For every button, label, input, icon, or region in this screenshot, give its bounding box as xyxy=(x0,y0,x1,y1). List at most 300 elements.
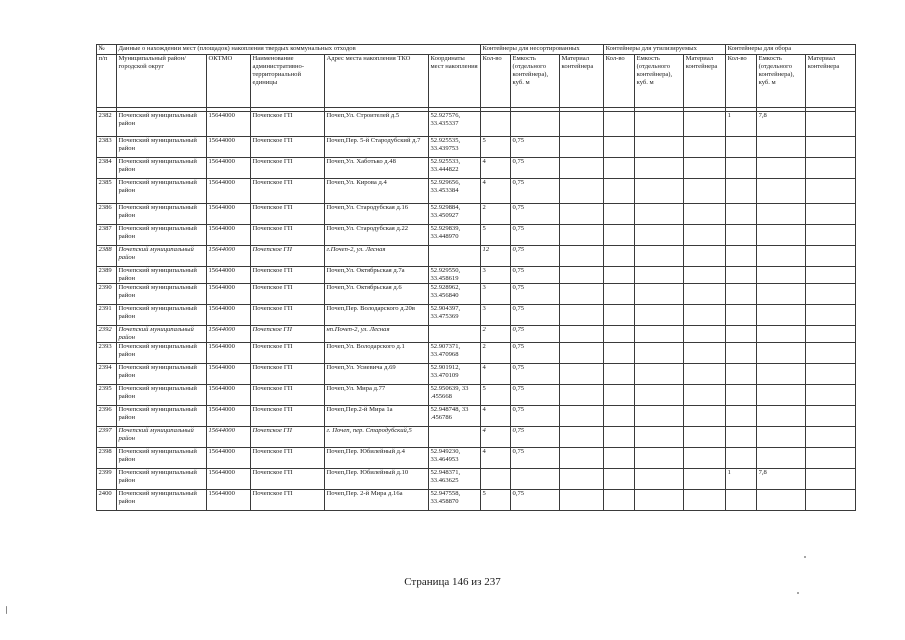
recycle-qty-cell xyxy=(604,112,635,137)
col-unit-header: Наименование административно-территориальной единицы xyxy=(251,55,325,108)
coords-cell: 52.907371, 33.470968 xyxy=(429,343,481,364)
recycle-cap-cell xyxy=(635,246,684,267)
address-cell: Почеп,Пер. Юбилейный д.10 xyxy=(325,469,429,490)
recycle-qty-cell xyxy=(604,158,635,179)
recycle-cap-cell xyxy=(635,490,684,511)
unsorted-cap-cell: 0,75 xyxy=(511,385,560,406)
recycle-qty-cell xyxy=(604,448,635,469)
col-collect-mat-header: Материал контейнера xyxy=(806,55,856,108)
col-recycle-cap-header: Емкость (отдельного контейнера), куб. м xyxy=(635,55,684,108)
group-unsorted-header: Контейнеры для несортированных xyxy=(481,45,604,55)
recycle-cap-cell xyxy=(635,112,684,137)
row-number: 2382 xyxy=(97,112,117,137)
collect-mat-cell xyxy=(806,343,856,364)
collect-qty-cell xyxy=(726,179,757,204)
district-cell: Почепский муниципальный район xyxy=(117,343,207,364)
recycle-mat-cell xyxy=(684,343,726,364)
unsorted-qty-cell: 4 xyxy=(481,158,511,179)
table-row xyxy=(97,448,856,469)
collect-cap-cell xyxy=(757,158,806,179)
address-cell: Почеп,Пер. Володарского д.20в xyxy=(325,305,429,326)
col-unsorted-qty-header: Кол-во xyxy=(481,55,511,108)
collect-cap-cell xyxy=(757,364,806,385)
oktmo-cell: 15644000 xyxy=(207,427,251,448)
district-cell: Почепский муниципальный район xyxy=(117,490,207,511)
unsorted-mat-cell xyxy=(560,112,604,137)
district-cell: Почепский муниципальный район xyxy=(117,267,207,284)
collect-cap-cell xyxy=(757,343,806,364)
unit-cell: Почепское ГП xyxy=(251,343,325,364)
collect-mat-cell xyxy=(806,137,856,158)
recycle-cap-cell xyxy=(635,448,684,469)
table-row xyxy=(97,326,856,343)
coords-cell: 52.925533, 33.444822 xyxy=(429,158,481,179)
oktmo-cell: 15644000 xyxy=(207,326,251,343)
collect-cap-cell xyxy=(757,179,806,204)
collect-qty-cell xyxy=(726,385,757,406)
unsorted-mat-cell xyxy=(560,406,604,427)
coords-cell: 52.925535, 33.439753 xyxy=(429,137,481,158)
recycle-qty-cell xyxy=(604,326,635,343)
unsorted-qty-cell: 4 xyxy=(481,427,511,448)
row-number: 2394 xyxy=(97,364,117,385)
coords-cell xyxy=(429,326,481,343)
page-counter: Страница 146 из 237 xyxy=(404,576,501,588)
table-row xyxy=(97,284,856,305)
collect-cap-cell: 7,8 xyxy=(757,112,806,137)
unit-cell: Почепское ГП xyxy=(251,427,325,448)
row-number: 2395 xyxy=(97,385,117,406)
address-cell: Почеп,Ул. Хаботько д.48 xyxy=(325,158,429,179)
unsorted-qty-cell: 4 xyxy=(481,364,511,385)
header-columns-row xyxy=(97,55,856,108)
district-cell: Почепский муниципальный район xyxy=(117,112,207,137)
oktmo-cell: 15644000 xyxy=(207,137,251,158)
row-number: 2383 xyxy=(97,137,117,158)
address-cell: Почеп,Пер. 5-й Стародубский д.7 xyxy=(325,137,429,158)
recycle-mat-cell xyxy=(684,246,726,267)
address-cell: г. Почеп, пер. Стародубский,5 xyxy=(325,427,429,448)
row-number: 2397 xyxy=(97,427,117,448)
collect-mat-cell xyxy=(806,385,856,406)
collect-mat-cell xyxy=(806,284,856,305)
row-number: 2392 xyxy=(97,326,117,343)
district-cell: Почепский муниципальный район xyxy=(117,284,207,305)
row-number: 2387 xyxy=(97,225,117,246)
address-cell: Почеп,Ул. Кирова д.4 xyxy=(325,179,429,204)
table-row xyxy=(97,225,856,246)
row-number: 2391 xyxy=(97,305,117,326)
recycle-cap-cell xyxy=(635,204,684,225)
unsorted-qty-cell xyxy=(481,112,511,137)
recycle-mat-cell xyxy=(684,137,726,158)
collect-qty-cell xyxy=(726,137,757,158)
collect-qty-cell xyxy=(726,343,757,364)
table-row xyxy=(97,385,856,406)
register-sheet xyxy=(96,44,856,511)
collect-mat-cell xyxy=(806,490,856,511)
collect-qty-cell xyxy=(726,427,757,448)
collect-mat-cell xyxy=(806,158,856,179)
unsorted-mat-cell xyxy=(560,490,604,511)
waste-sites-table xyxy=(96,44,856,511)
recycle-mat-cell xyxy=(684,267,726,284)
district-cell: Почепский муниципальный район xyxy=(117,385,207,406)
district-cell: Почепский муниципальный район xyxy=(117,179,207,204)
unsorted-qty-cell: 5 xyxy=(481,490,511,511)
table-row xyxy=(97,179,856,204)
recycle-cap-cell xyxy=(635,284,684,305)
unsorted-qty-cell: 2 xyxy=(481,343,511,364)
unsorted-qty-cell: 5 xyxy=(481,225,511,246)
unsorted-qty-cell xyxy=(481,469,511,490)
recycle-mat-cell xyxy=(684,448,726,469)
collect-mat-cell xyxy=(806,267,856,284)
district-cell: Почепский муниципальный район xyxy=(117,406,207,427)
recycle-cap-cell xyxy=(635,267,684,284)
unit-cell: Почепское ГП xyxy=(251,204,325,225)
collect-mat-cell xyxy=(806,326,856,343)
unsorted-cap-cell: 0,75 xyxy=(511,364,560,385)
recycle-cap-cell xyxy=(635,427,684,448)
coords-cell xyxy=(429,246,481,267)
row-number: 2388 xyxy=(97,246,117,267)
recycle-mat-cell xyxy=(684,364,726,385)
collect-qty-cell xyxy=(726,406,757,427)
table-row xyxy=(97,469,856,490)
recycle-mat-cell xyxy=(684,469,726,490)
unsorted-mat-cell xyxy=(560,284,604,305)
oktmo-cell: 15644000 xyxy=(207,225,251,246)
table-row xyxy=(97,490,856,511)
unsorted-cap-cell: 0,75 xyxy=(511,179,560,204)
collect-qty-cell xyxy=(726,204,757,225)
coords-cell: 52.948748, 33 .456786 xyxy=(429,406,481,427)
coords-cell: 52.927576, 33.435337 xyxy=(429,112,481,137)
recycle-qty-cell xyxy=(604,284,635,305)
row-number: 2398 xyxy=(97,448,117,469)
recycle-mat-cell xyxy=(684,112,726,137)
address-cell: Почеп,Ул. Володарского д.1 xyxy=(325,343,429,364)
address-cell: Почеп,Ул. Октябрьская д.7а xyxy=(325,267,429,284)
col-unsorted-cap-header: Емкость (отдельного контейнера), куб. м xyxy=(511,55,560,108)
collect-qty-cell xyxy=(726,225,757,246)
row-number: 2385 xyxy=(97,179,117,204)
collect-cap-cell xyxy=(757,406,806,427)
row-number: 2386 xyxy=(97,204,117,225)
col-coords-header: Координаты мест накопления xyxy=(429,55,481,108)
table-row xyxy=(97,406,856,427)
unsorted-cap-cell: 0,75 xyxy=(511,448,560,469)
coords-cell: 52.929884, 33.450927 xyxy=(429,204,481,225)
collect-cap-cell: 7,8 xyxy=(757,469,806,490)
col-address-header: Адрес места накопления ТКО xyxy=(325,55,429,108)
col-unsorted-mat-header: Материал контейнера xyxy=(560,55,604,108)
oktmo-cell: 15644000 xyxy=(207,469,251,490)
collect-qty-cell: 1 xyxy=(726,469,757,490)
district-cell: Почепский муниципальный район xyxy=(117,246,207,267)
unsorted-mat-cell xyxy=(560,364,604,385)
recycle-qty-cell xyxy=(604,204,635,225)
oktmo-cell: 15644000 xyxy=(207,246,251,267)
col-district-header: Муниципальный район/городской округ xyxy=(117,55,207,108)
collect-cap-cell xyxy=(757,490,806,511)
collect-cap-cell xyxy=(757,137,806,158)
collect-cap-cell xyxy=(757,246,806,267)
recycle-cap-cell xyxy=(635,343,684,364)
address-cell: Почеп,Ул. Стародубская д.16 xyxy=(325,204,429,225)
recycle-qty-cell xyxy=(604,179,635,204)
collect-cap-cell xyxy=(757,385,806,406)
address-cell: Почеп,Ул. Усиевича д.69 xyxy=(325,364,429,385)
address-cell: г.Почеп-2, ул. Лесная xyxy=(325,246,429,267)
recycle-cap-cell xyxy=(635,364,684,385)
row-number: 2384 xyxy=(97,158,117,179)
coords-cell xyxy=(429,427,481,448)
collect-qty-cell xyxy=(726,305,757,326)
unit-cell: Почепское ГП xyxy=(251,267,325,284)
district-cell: Почепский муниципальный район xyxy=(117,137,207,158)
collect-mat-cell xyxy=(806,204,856,225)
district-cell: Почепский муниципальный район xyxy=(117,305,207,326)
collect-mat-cell xyxy=(806,246,856,267)
collect-qty-cell xyxy=(726,284,757,305)
row-number: 2399 xyxy=(97,469,117,490)
unsorted-qty-cell: 3 xyxy=(481,305,511,326)
coords-cell: 52.949230, 33.464953 xyxy=(429,448,481,469)
unsorted-cap-cell: 0,75 xyxy=(511,406,560,427)
recycle-mat-cell xyxy=(684,225,726,246)
collect-qty-cell xyxy=(726,158,757,179)
recycle-cap-cell xyxy=(635,158,684,179)
collect-qty-cell: 1 xyxy=(726,112,757,137)
unsorted-cap-cell: 0,75 xyxy=(511,343,560,364)
unsorted-qty-cell: 3 xyxy=(481,284,511,305)
table-row xyxy=(97,427,856,448)
recycle-mat-cell xyxy=(684,284,726,305)
unsorted-mat-cell xyxy=(560,246,604,267)
recycle-mat-cell xyxy=(684,406,726,427)
unit-cell: Почепское ГП xyxy=(251,225,325,246)
unsorted-mat-cell xyxy=(560,385,604,406)
recycle-qty-cell xyxy=(604,343,635,364)
recycle-qty-cell xyxy=(604,427,635,448)
oktmo-cell: 15644000 xyxy=(207,284,251,305)
recycle-cap-cell xyxy=(635,469,684,490)
recycle-qty-cell xyxy=(604,137,635,158)
address-cell: Почеп,Ул. Октябрьская д.6 xyxy=(325,284,429,305)
oktmo-cell: 15644000 xyxy=(207,490,251,511)
recycle-qty-cell xyxy=(604,385,635,406)
unit-cell: Почепское ГП xyxy=(251,305,325,326)
district-cell: Почепский муниципальный район xyxy=(117,427,207,448)
unit-cell: Почепское ГП xyxy=(251,179,325,204)
coords-cell: 52.904397, 33.475369 xyxy=(429,305,481,326)
collect-qty-cell xyxy=(726,326,757,343)
scan-speck xyxy=(797,592,799,594)
row-number: 2400 xyxy=(97,490,117,511)
recycle-qty-cell xyxy=(604,469,635,490)
group-collect-header: Контейнеры для обора xyxy=(726,45,856,55)
collect-qty-cell xyxy=(726,364,757,385)
row-number: 2396 xyxy=(97,406,117,427)
table-row xyxy=(97,267,856,284)
collect-mat-cell xyxy=(806,305,856,326)
district-cell: Почепский муниципальный район xyxy=(117,326,207,343)
coords-cell: 52.950639, 33 .455668 xyxy=(429,385,481,406)
unsorted-qty-cell: 12 xyxy=(481,246,511,267)
unsorted-qty-cell: 4 xyxy=(481,448,511,469)
collect-cap-cell xyxy=(757,305,806,326)
col-recycle-mat-header: Материал контейнера xyxy=(684,55,726,108)
recycle-mat-cell xyxy=(684,490,726,511)
recycle-qty-cell xyxy=(604,246,635,267)
table-row xyxy=(97,204,856,225)
scan-speck xyxy=(6,606,7,614)
coords-cell: 52.947558, 33.458870 xyxy=(429,490,481,511)
group-location-header: Данные о нахождении мест (площадок) накопления твердых коммунальных отходов xyxy=(117,45,481,55)
unsorted-qty-cell: 3 xyxy=(481,267,511,284)
collect-mat-cell xyxy=(806,469,856,490)
oktmo-cell: 15644000 xyxy=(207,158,251,179)
oktmo-cell: 15644000 xyxy=(207,112,251,137)
address-cell: Почеп,Пер. 2-й Мира д.16а xyxy=(325,490,429,511)
oktmo-cell: 15644000 xyxy=(207,448,251,469)
unsorted-qty-cell: 5 xyxy=(481,137,511,158)
address-cell: Почеп,Ул. Строителей д.5 xyxy=(325,112,429,137)
collect-cap-cell xyxy=(757,326,806,343)
unit-cell: Почепское ГП xyxy=(251,469,325,490)
coords-cell: 52.901912, 33.470109 xyxy=(429,364,481,385)
unsorted-mat-cell xyxy=(560,427,604,448)
group-recycle-header: Контейнеры для утилизируемых xyxy=(604,45,726,55)
unsorted-cap-cell: 0,75 xyxy=(511,284,560,305)
coords-cell: 52.928962, 33.456840 xyxy=(429,284,481,305)
coords-cell: 52.929839, 33.448970 xyxy=(429,225,481,246)
col-oktmo-header: ОКТМО xyxy=(207,55,251,108)
oktmo-cell: 15644000 xyxy=(207,179,251,204)
oktmo-cell: 15644000 xyxy=(207,343,251,364)
unsorted-mat-cell xyxy=(560,158,604,179)
row-number: 2389 xyxy=(97,267,117,284)
recycle-mat-cell xyxy=(684,385,726,406)
unsorted-mat-cell xyxy=(560,267,604,284)
unsorted-cap-cell: 0,75 xyxy=(511,326,560,343)
district-cell: Почепский муниципальный район xyxy=(117,469,207,490)
address-cell: Почеп,Ул. Стародубская д.22 xyxy=(325,225,429,246)
unsorted-qty-cell: 4 xyxy=(481,179,511,204)
unsorted-mat-cell xyxy=(560,204,604,225)
col-num-sub-header: п/п xyxy=(97,55,117,108)
unsorted-mat-cell xyxy=(560,448,604,469)
unsorted-qty-cell: 2 xyxy=(481,204,511,225)
unsorted-cap-cell: 0,75 xyxy=(511,246,560,267)
recycle-qty-cell xyxy=(604,364,635,385)
recycle-mat-cell xyxy=(684,204,726,225)
unsorted-mat-cell xyxy=(560,179,604,204)
row-number: 2393 xyxy=(97,343,117,364)
recycle-cap-cell xyxy=(635,406,684,427)
col-recycle-qty-header: Кол-во xyxy=(604,55,635,108)
recycle-cap-cell xyxy=(635,385,684,406)
oktmo-cell: 15644000 xyxy=(207,364,251,385)
table-row xyxy=(97,305,856,326)
collect-mat-cell xyxy=(806,112,856,137)
table-row xyxy=(97,364,856,385)
unit-cell: Почепское ГП xyxy=(251,364,325,385)
address-cell: нп.Почеп-2, ул. Лесная xyxy=(325,326,429,343)
unit-cell: Почепское ГП xyxy=(251,448,325,469)
collect-cap-cell xyxy=(757,225,806,246)
collect-mat-cell xyxy=(806,406,856,427)
unsorted-mat-cell xyxy=(560,305,604,326)
recycle-qty-cell xyxy=(604,305,635,326)
recycle-cap-cell xyxy=(635,225,684,246)
unsorted-cap-cell: 0,75 xyxy=(511,267,560,284)
collect-qty-cell xyxy=(726,490,757,511)
unsorted-mat-cell xyxy=(560,225,604,246)
unsorted-mat-cell xyxy=(560,469,604,490)
unsorted-mat-cell xyxy=(560,343,604,364)
oktmo-cell: 15644000 xyxy=(207,267,251,284)
recycle-cap-cell xyxy=(635,305,684,326)
recycle-cap-cell xyxy=(635,326,684,343)
unit-cell: Почепское ГП xyxy=(251,284,325,305)
recycle-mat-cell xyxy=(684,427,726,448)
coords-cell: 52.929550, 33.458619 xyxy=(429,267,481,284)
recycle-cap-cell xyxy=(635,137,684,158)
unsorted-qty-cell: 2 xyxy=(481,326,511,343)
unit-cell: Почепское ГП xyxy=(251,112,325,137)
recycle-mat-cell xyxy=(684,305,726,326)
collect-qty-cell xyxy=(726,267,757,284)
coords-cell: 52.929656, 33.453384 xyxy=(429,179,481,204)
col-collect-qty-header: Кол-во xyxy=(726,55,757,108)
address-cell: Почеп,Пер. Юбилейный д.4 xyxy=(325,448,429,469)
collect-mat-cell xyxy=(806,364,856,385)
unit-cell: Почепское ГП xyxy=(251,158,325,179)
unit-cell: Почепское ГП xyxy=(251,490,325,511)
recycle-cap-cell xyxy=(635,179,684,204)
collect-qty-cell xyxy=(726,246,757,267)
recycle-qty-cell xyxy=(604,490,635,511)
unit-cell: Почепское ГП xyxy=(251,326,325,343)
unsorted-cap-cell xyxy=(511,112,560,137)
oktmo-cell: 15644000 xyxy=(207,204,251,225)
header-group-row xyxy=(97,45,856,55)
collect-cap-cell xyxy=(757,267,806,284)
collect-qty-cell xyxy=(726,448,757,469)
recycle-qty-cell xyxy=(604,225,635,246)
table-body xyxy=(97,108,856,511)
unsorted-cap-cell: 0,75 xyxy=(511,158,560,179)
row-number: 2390 xyxy=(97,284,117,305)
collect-mat-cell xyxy=(806,179,856,204)
unsorted-cap-cell: 0,75 xyxy=(511,427,560,448)
recycle-qty-cell xyxy=(604,406,635,427)
table-row xyxy=(97,158,856,179)
recycle-mat-cell xyxy=(684,326,726,343)
district-cell: Почепский муниципальный район xyxy=(117,364,207,385)
address-cell: Почеп,Ул. Мира д.77 xyxy=(325,385,429,406)
district-cell: Почепский муниципальный район xyxy=(117,204,207,225)
recycle-mat-cell xyxy=(684,158,726,179)
unsorted-cap-cell: 0,75 xyxy=(511,137,560,158)
table-row xyxy=(97,137,856,158)
district-cell: Почепский муниципальный район xyxy=(117,448,207,469)
recycle-mat-cell xyxy=(684,179,726,204)
oktmo-cell: 15644000 xyxy=(207,385,251,406)
